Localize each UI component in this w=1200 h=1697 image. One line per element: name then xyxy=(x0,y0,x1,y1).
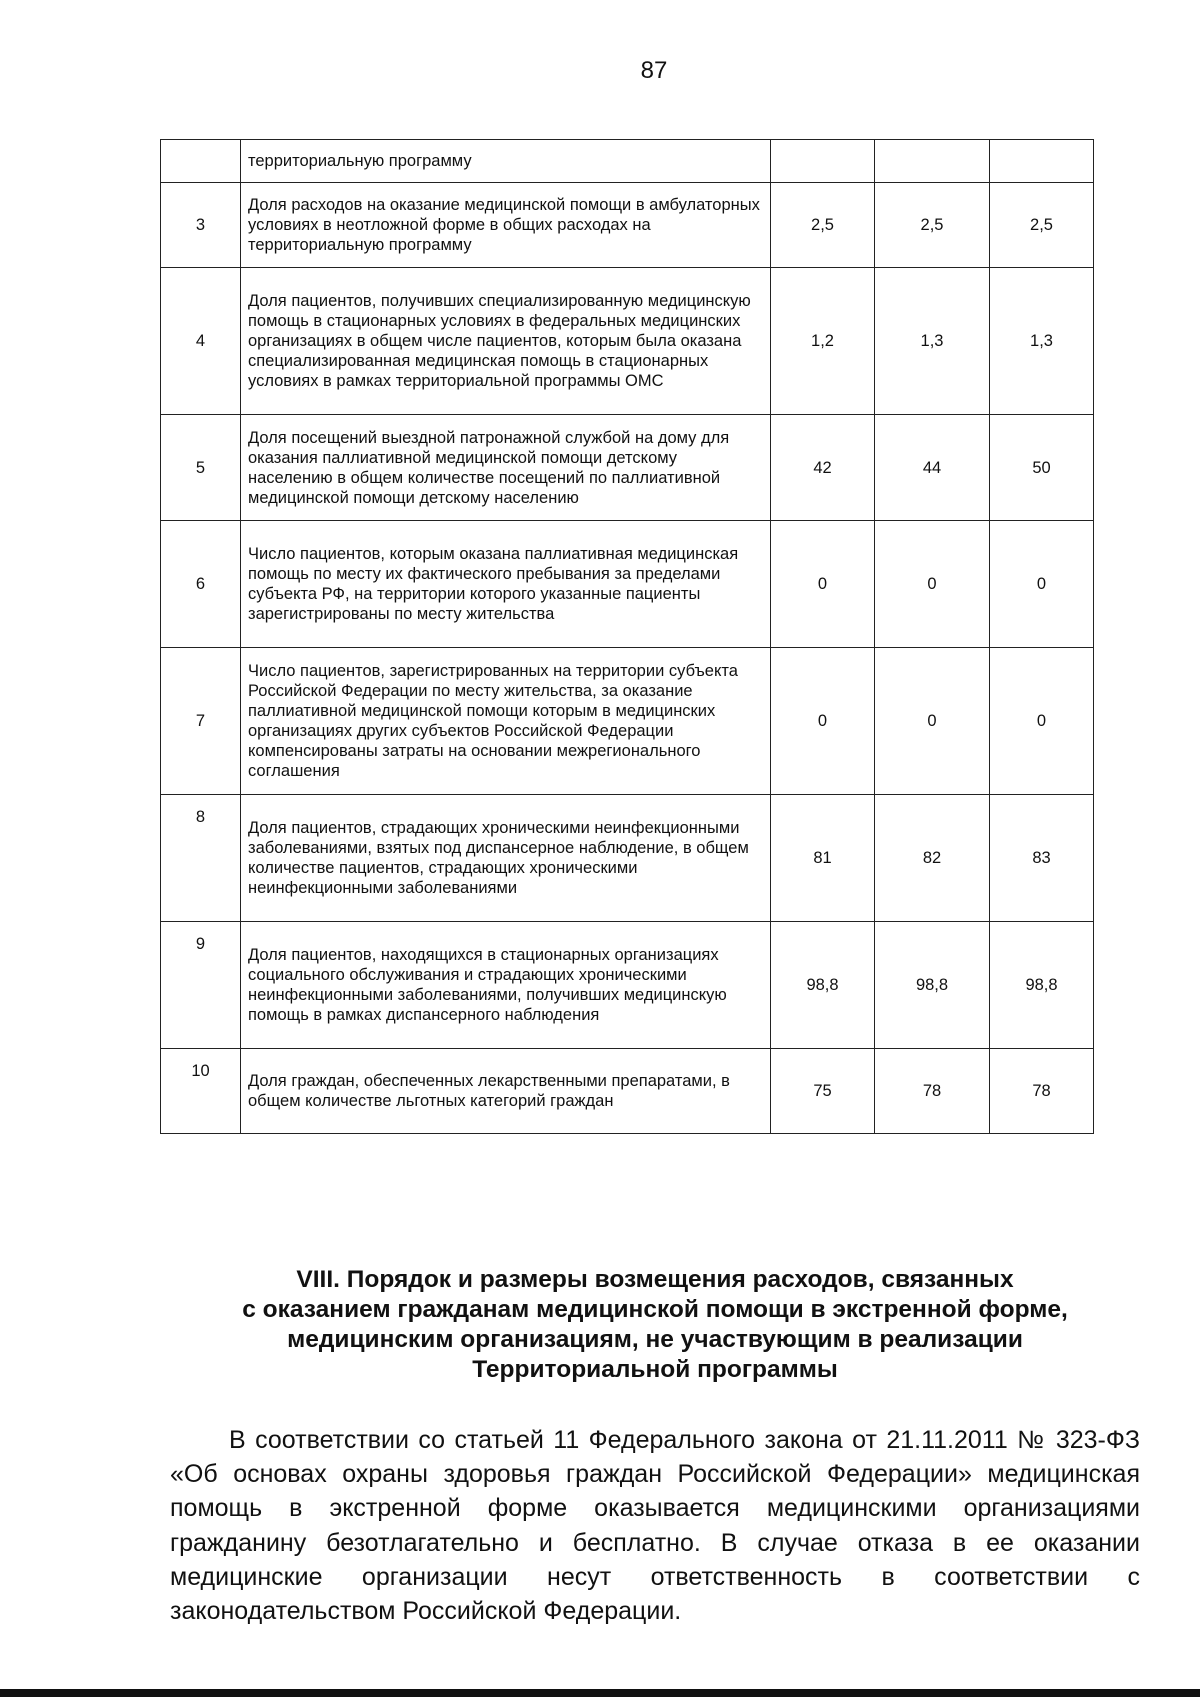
row-description: Доля граждан, обеспеченных лекарственными препаратами, в общем количестве льготных категорий граждан xyxy=(241,1049,771,1134)
section-title-line: VIII. Порядок и размеры возмещения расходов, связанных xyxy=(296,1266,1014,1293)
row-description: Число пациентов, зарегистрированных на территории субъекта Российской Федерации по месту жительства, за оказание паллиативной медицинской помощи которым в медицинских организациях других субъектов Российской Федерации компенсированы затраты на основании межрегионального соглашения xyxy=(241,648,771,795)
table-row xyxy=(161,415,1094,521)
row-value-1: 81 xyxy=(771,795,875,922)
row-value-2: 78 xyxy=(875,1049,990,1134)
row-value-2: 2,5 xyxy=(875,183,990,268)
row-description: Доля пациентов, получивших специализированную медицинскую помощь в стационарных условиях в федеральных медицинских организациях в общем числе пациентов, которым была оказана специализированная медицинская помощь в стационарных условиях в рамках территориальной программы ОМС xyxy=(241,268,771,415)
row-value-3: 50 xyxy=(990,415,1094,521)
scan-bottom-edge xyxy=(0,1689,1200,1697)
section-title-line: с оказанием гражданам медицинской помощи в экстренной форме, xyxy=(242,1296,1068,1323)
row-value-1: 0 xyxy=(771,648,875,795)
row-value-2: 0 xyxy=(875,521,990,648)
row-number: 4 xyxy=(161,268,241,415)
row-description: Число пациентов, которым оказана паллиативная медицинская помощь по месту их фактического пребывания за пределами субъекта РФ, на территории которого указанные пациенты зарегистрированы по месту жительства xyxy=(241,521,771,648)
section-title-line: медицинским организациям, не участвующим в реализации xyxy=(287,1326,1023,1353)
indicators-table xyxy=(160,139,1094,1134)
row-value-1: 98,8 xyxy=(771,922,875,1049)
row-description: Доля пациентов, страдающих хроническими неинфекционными заболеваниями, взятых под диспансерное наблюдение, в общем количестве пациентов, страдающих хроническими неинфекционными заболеваниями xyxy=(241,795,771,922)
row-value-2: 44 xyxy=(875,415,990,521)
section-title xyxy=(185,1265,1125,1385)
row-value-2: 0 xyxy=(875,648,990,795)
row-value-2: 82 xyxy=(875,795,990,922)
row-value-2: 98,8 xyxy=(875,922,990,1049)
row-description: Доля посещений выездной патронажной службой на дому для оказания паллиативной медицинской помощи детскому населению в общем количестве посещений по паллиативной медицинской помощи детскому населению xyxy=(241,415,771,521)
page-number: 87 xyxy=(640,57,668,84)
row-value-1: 0 xyxy=(771,521,875,648)
table-row xyxy=(161,183,1094,268)
row-number: 5 xyxy=(161,415,241,521)
table-row xyxy=(161,1049,1094,1134)
row-description: территориальную программу xyxy=(241,140,771,183)
row-description: Доля пациентов, находящихся в стационарных организациях социального обслуживания и страдающих хроническими неинфекционными заболеваниями, получивших медицинскую помощь в рамках диспансерного наблюдения xyxy=(241,922,771,1049)
row-value-3: 0 xyxy=(990,521,1094,648)
row-value-1: 1,2 xyxy=(771,268,875,415)
row-number: 7 xyxy=(161,648,241,795)
table-row xyxy=(161,268,1094,415)
row-value-1 xyxy=(771,140,875,183)
row-value-1: 75 xyxy=(771,1049,875,1134)
table-row xyxy=(161,521,1094,648)
table-row xyxy=(161,648,1094,795)
row-value-3: 83 xyxy=(990,795,1094,922)
table-row xyxy=(161,140,1094,183)
row-value-3: 0 xyxy=(990,648,1094,795)
table-row xyxy=(161,795,1094,922)
row-description: Доля расходов на оказание медицинской помощи в амбулаторных условиях в неотложной форме в общих расходах на территориальную программу xyxy=(241,183,771,268)
row-value-1: 42 xyxy=(771,415,875,521)
row-value-3: 2,5 xyxy=(990,183,1094,268)
row-value-3 xyxy=(990,140,1094,183)
row-number: 6 xyxy=(161,521,241,648)
section-title-line: Территориальной программы xyxy=(472,1356,838,1383)
row-value-1: 2,5 xyxy=(771,183,875,268)
row-number: 8 xyxy=(161,795,241,922)
row-value-3: 78 xyxy=(990,1049,1094,1134)
row-value-3: 1,3 xyxy=(990,268,1094,415)
table-row xyxy=(161,922,1094,1049)
row-value-3: 98,8 xyxy=(990,922,1094,1049)
body-paragraph: В соответствии со статьей 11 Федерального закона от 21.11.2011 № 323-ФЗ «Об основах охраны здоровья граждан Российской Федерации» медицинская помощь в экстренной форме оказывается медицинскими организациями гражданину безотлагательно и бесплатно. В случае отказа в ее оказании медицинские организации несут ответственность в соответствии с законодательством Российской Федерации. xyxy=(170,1426,1140,1626)
row-number: 10 xyxy=(161,1049,241,1134)
row-number xyxy=(161,140,241,183)
row-number: 9 xyxy=(161,922,241,1049)
row-value-2: 1,3 xyxy=(875,268,990,415)
row-value-2 xyxy=(875,140,990,183)
row-number: 3 xyxy=(161,183,241,268)
